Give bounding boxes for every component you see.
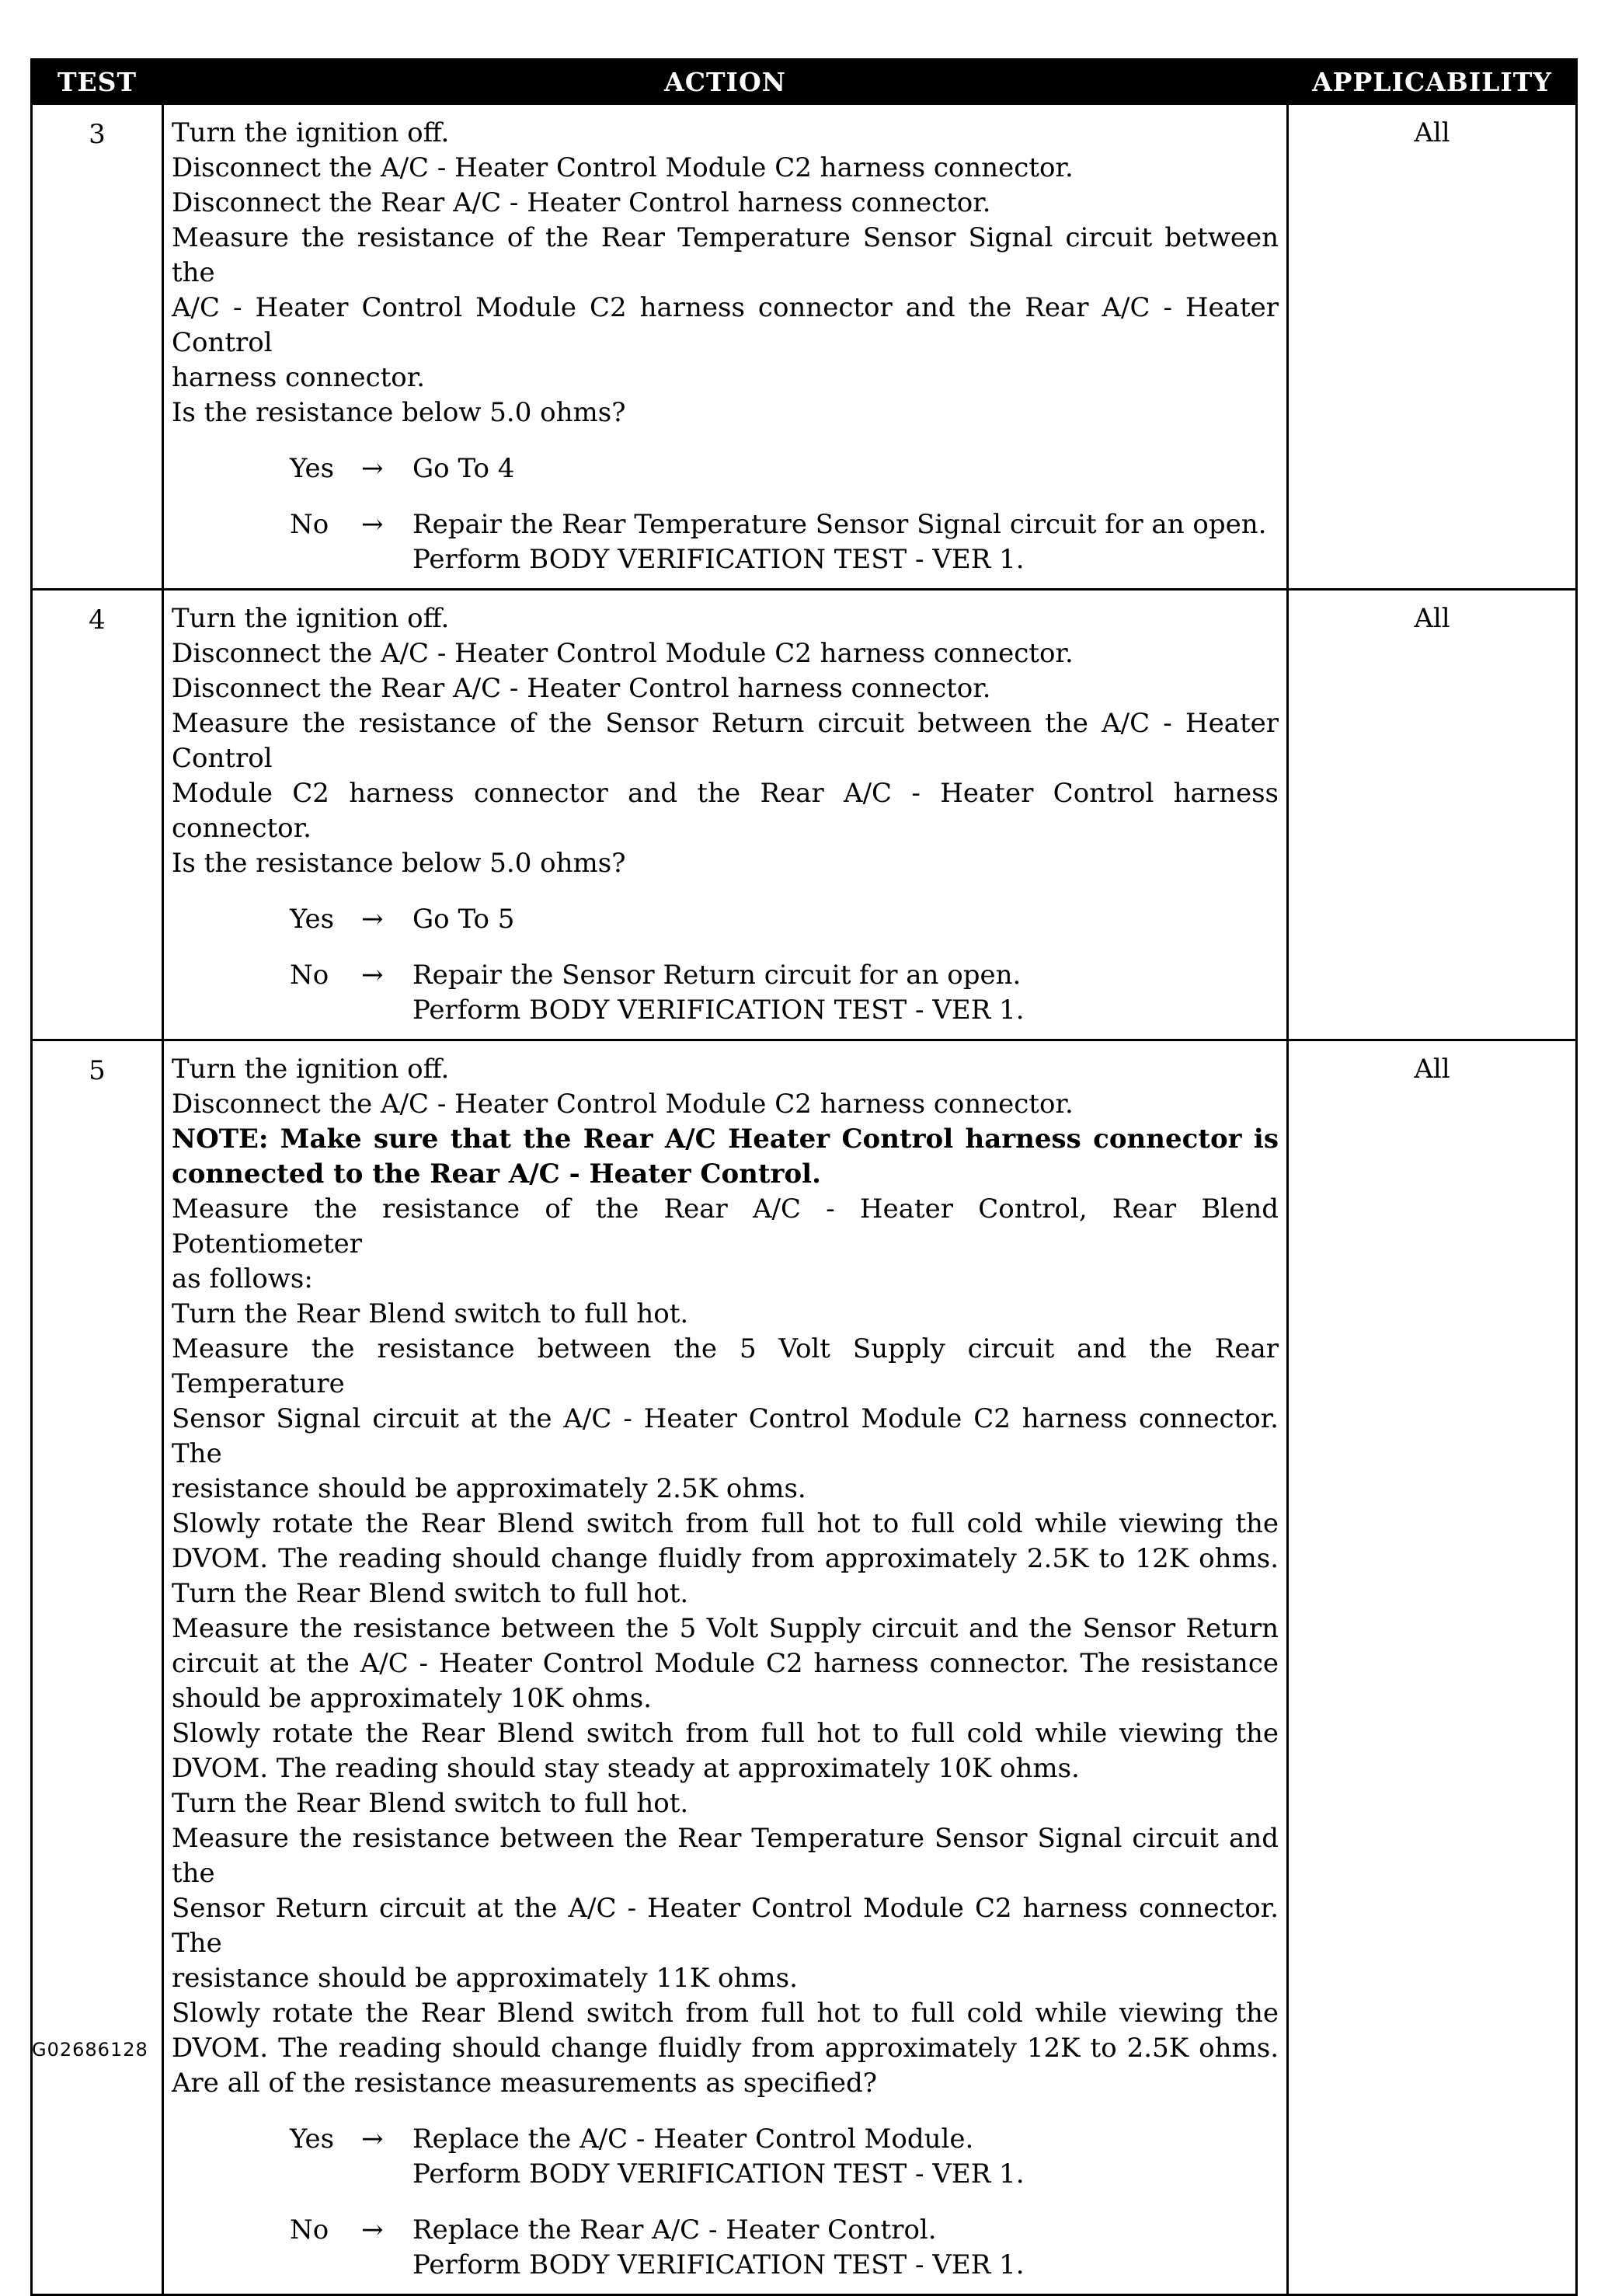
yes-result [412,2122,1279,2192]
action-line: resistance should be approximately 2.5K ohms. [172,1473,806,1504]
result-line: Go To 5 [412,904,515,935]
no-label: No [290,960,329,991]
result-line: Go To 4 [412,453,515,484]
no-result [412,507,1279,577]
action-line: Disconnect the A/C - Heater Control Module C2 harness connector. [172,1089,1074,1120]
action-cell [163,1040,1288,2295]
yes-branch [290,902,1279,937]
no-result [412,2213,1279,2283]
result-line: Perform BODY VERIFICATION TEST - VER 1. [412,2249,1025,2280]
right-arrow-icon: → [361,2124,384,2155]
action-line: Turn the ignition off. [172,117,450,148]
right-arrow-icon: → [361,960,384,991]
note-line: NOTE: Make sure that the Rear A/C Heater Control harness connector is [172,1124,1279,1155]
result-line: Perform BODY VERIFICATION TEST - VER 1. [412,995,1025,1026]
action-line: Are all of the resistance measurements as specified? [172,2068,877,2099]
no-branch [290,507,1279,577]
action-line: Turn the ignition off. [172,1054,450,1085]
action-line: Disconnect the Rear A/C - Heater Control harness connector. [172,673,991,704]
action-line: Disconnect the Rear A/C - Heater Control harness connector. [172,187,991,218]
yes-result [412,902,1279,937]
action-line: Turn the Rear Blend switch to full hot. [172,1578,689,1609]
action-line: Turn the Rear Blend switch to full hot. [172,1788,689,1819]
right-arrow-icon: → [361,2214,384,2245]
action-line: Measure the resistance of the Sensor Return circuit between the A/C - Heater Control [172,708,1279,774]
figure-id: G02686128 [32,2039,148,2061]
result-line: Repair the Sensor Return circuit for an open. [412,960,1022,991]
action-line: Measure the resistance between the Rear Temperature Sensor Signal circuit and the [172,1823,1279,1889]
test-number: 3 [32,104,163,590]
yes-branch [290,451,1279,486]
header-test: TEST [32,60,163,104]
action-line: Disconnect the A/C - Heater Control Module C2 harness connector. [172,638,1074,669]
action-line: Measure the resistance of the Rear A/C - Heater Control, Rear Blend Potentiometer [172,1193,1279,1259]
result-line: Replace the Rear A/C - Heater Control. [412,2214,937,2245]
no-label: No [290,2214,329,2245]
action-line: Measure the resistance between the 5 Volt Supply circuit and the Sensor Return [172,1613,1279,1644]
yes-label: Yes [290,2124,335,2155]
action-line: Slowly rotate the Rear Blend switch from full hot to full cold while viewing the [172,1998,1279,2029]
test-number: 4 [32,590,163,1040]
result-line: Perform BODY VERIFICATION TEST - VER 1. [412,2158,1025,2190]
action-line: harness connector. [172,362,426,393]
action-line: Is the resistance below 5.0 ohms? [172,848,626,879]
action-line: circuit at the A/C - Heater Control Module C2 harness connector. The resistance [172,1648,1279,1679]
yes-label: Yes [290,904,335,935]
action-line: Sensor Return circuit at the A/C - Heater Control Module C2 harness connector. The [172,1893,1279,1959]
header-action: ACTION [163,60,1288,104]
action-line: DVOM. The reading should change fluidly from approximately 12K to 2.5K ohms. [172,2033,1279,2064]
test-number: 5 [32,1040,163,2295]
note-line: connected to the Rear A/C - Heater Control. [172,1158,821,1190]
table-row [32,590,1577,1040]
applicability-value: All [1288,590,1577,1040]
action-line: resistance should be approximately 11K ohms. [172,1963,798,1994]
action-line: Measure the resistance of the Rear Temperature Sensor Signal circuit between the [172,222,1279,288]
action-line: Disconnect the A/C - Heater Control Module C2 harness connector. [172,152,1074,183]
result-line: Perform BODY VERIFICATION TEST - VER 1. [412,544,1025,575]
yes-branch [290,2122,1279,2192]
action-line: DVOM. The reading should change fluidly from approximately 2.5K to 12K ohms. [172,1543,1279,1574]
no-result [412,958,1279,1028]
action-line: Module C2 harness connector and the Rear A/C - Heater Control harness connector. [172,778,1279,844]
applicability-value: All [1288,1040,1577,2295]
action-line: Slowly rotate the Rear Blend switch from full hot to full cold while viewing the [172,1508,1279,1539]
no-label: No [290,509,329,540]
applicability-value: All [1288,104,1577,590]
result-line: Replace the A/C - Heater Control Module. [412,2124,974,2155]
action-line: Is the resistance below 5.0 ohms? [172,397,626,428]
table-header-row [32,60,1577,104]
action-line: Sensor Signal circuit at the A/C - Heater Control Module C2 harness connector. The [172,1403,1279,1469]
action-line: Measure the resistance between the 5 Volt Supply circuit and the Rear Temperature [172,1333,1279,1399]
action-line: DVOM. The reading should stay steady at approximately 10K ohms. [172,1753,1080,1784]
table-row [32,1040,1577,2295]
right-arrow-icon: → [361,509,384,540]
action-line: Turn the Rear Blend switch to full hot. [172,1298,689,1329]
action-cell [163,104,1288,590]
right-arrow-icon: → [361,904,384,935]
action-line: A/C - Heater Control Module C2 harness connector and the Rear A/C - Heater Control [172,292,1279,358]
yes-label: Yes [290,453,335,484]
action-line: Turn the ignition off. [172,603,450,634]
yes-result [412,451,1279,486]
action-line: as follows: [172,1263,313,1294]
no-branch [290,958,1279,1028]
result-line: Repair the Rear Temperature Sensor Signal circuit for an open. [412,509,1267,540]
diagnostic-test-table [30,58,1578,2296]
no-branch [290,2213,1279,2283]
right-arrow-icon: → [361,453,384,484]
action-line: Slowly rotate the Rear Blend switch from full hot to full cold while viewing the [172,1718,1279,1749]
header-applicability: APPLICABILITY [1288,60,1577,104]
action-cell [163,590,1288,1040]
table-row [32,104,1577,590]
action-line: should be approximately 10K ohms. [172,1683,652,1714]
